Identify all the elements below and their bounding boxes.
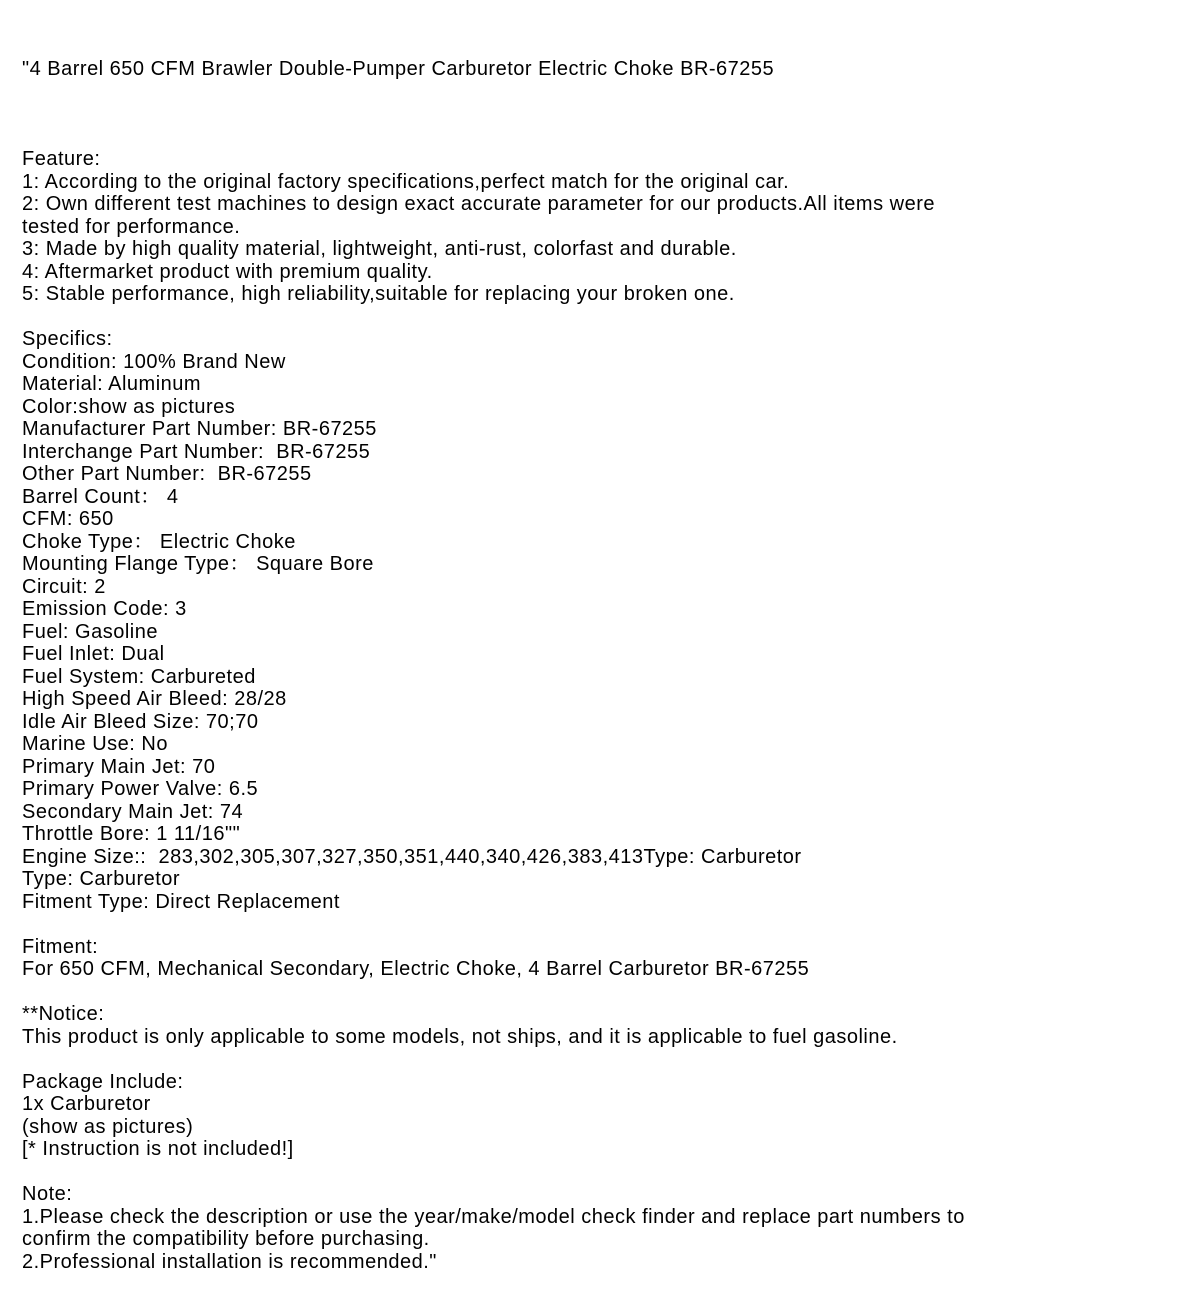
section-feature <box>22 148 1190 306</box>
text-line: confirm the compatibility before purchasing. <box>22 1228 430 1250</box>
text-line: 3: Made by high quality material, lightweight, anti-rust, colorfast and durable. <box>22 238 737 260</box>
text-line: Condition: 100% Brand New <box>22 350 286 373</box>
text-line: Secondary Main Jet: 74 <box>22 800 244 823</box>
text-line: Barrel Count： 4 <box>22 485 179 508</box>
section-heading: Package Include: <box>22 1070 184 1093</box>
text-line: Type: Carburetor <box>22 868 181 890</box>
text-line: 4: Aftermarket product with premium quality. <box>22 260 433 283</box>
section-package-include <box>22 1071 1190 1161</box>
text-line: Primary Main Jet: 70 <box>22 755 216 778</box>
section-heading: Feature: <box>22 148 101 170</box>
text-line: 1: According to the original factory specifications,perfect match for the original car. <box>22 170 790 193</box>
text-line: 5: Stable performance, high reliability,suitable for replacing your broken one. <box>22 283 735 305</box>
text-line: 1.Please check the description or use the year/make/model check finder and replace part numbers to <box>22 1205 965 1228</box>
text-line: High Speed Air Bleed: 28/28 <box>22 688 287 710</box>
text-line: Color:show as pictures <box>22 395 236 418</box>
text-line: Primary Power Valve: 6.5 <box>22 778 259 800</box>
text-line: Fuel System: Carbureted <box>22 665 256 688</box>
section-heading: Fitment: <box>22 935 99 958</box>
section-heading: Specifics: <box>22 328 113 350</box>
text-line: Engine Size:: 283,302,305,307,327,350,351,440,340,426,383,413Type: Carburetor <box>22 845 802 868</box>
section-heading: **Notice: <box>22 1003 105 1025</box>
text-line: Emission Code: 3 <box>22 598 187 620</box>
text-line: CFM: 650 <box>22 508 114 530</box>
product-title: "4 Barrel 650 CFM Brawler Double-Pumper Carburetor Electric Choke BR-67255 <box>22 58 775 80</box>
section-fitment <box>22 936 1190 981</box>
text-line: Fuel: Gasoline <box>22 620 158 643</box>
text-line: Idle Air Bleed Size: 70;70 <box>22 710 259 733</box>
text-line: tested for performance. <box>22 215 241 238</box>
text-line: Marine Use: No <box>22 733 168 755</box>
text-line: 2.Professional installation is recommended." <box>22 1250 437 1273</box>
text-line: Other Part Number: BR-67255 <box>22 463 312 485</box>
text-line: This product is only applicable to some models, not ships, and it is applicable to fuel gasoline. <box>22 1025 898 1048</box>
text-line: Choke Type： Electric Choke <box>22 530 296 553</box>
text-line: (show as pictures) <box>22 1115 194 1138</box>
description-sections <box>22 148 1190 1273</box>
text-line: For 650 CFM, Mechanical Secondary, Electric Choke, 4 Barrel Carburetor BR-67255 <box>22 958 810 980</box>
text-line: Fuel Inlet: Dual <box>22 643 165 665</box>
text-line: Interchange Part Number: BR-67255 <box>22 440 371 463</box>
section-specifics <box>22 328 1190 913</box>
text-line: 1x Carburetor <box>22 1093 151 1115</box>
text-line: Material: Aluminum <box>22 373 202 395</box>
section-notice <box>22 1003 1190 1048</box>
text-line: 2: Own different test machines to design exact accurate parameter for our products.All items were <box>22 193 935 215</box>
text-line: Throttle Bore: 1 11/16"" <box>22 823 241 845</box>
text-line: Fitment Type: Direct Replacement <box>22 890 340 913</box>
text-line: Manufacturer Part Number: BR-67255 <box>22 418 377 440</box>
text-line: Mounting Flange Type： Square Bore <box>22 553 374 575</box>
text-line: Circuit: 2 <box>22 575 106 598</box>
section-heading: Note: <box>22 1183 73 1205</box>
section-note <box>22 1183 1190 1273</box>
text-line: [* Instruction is not included!] <box>22 1138 294 1160</box>
